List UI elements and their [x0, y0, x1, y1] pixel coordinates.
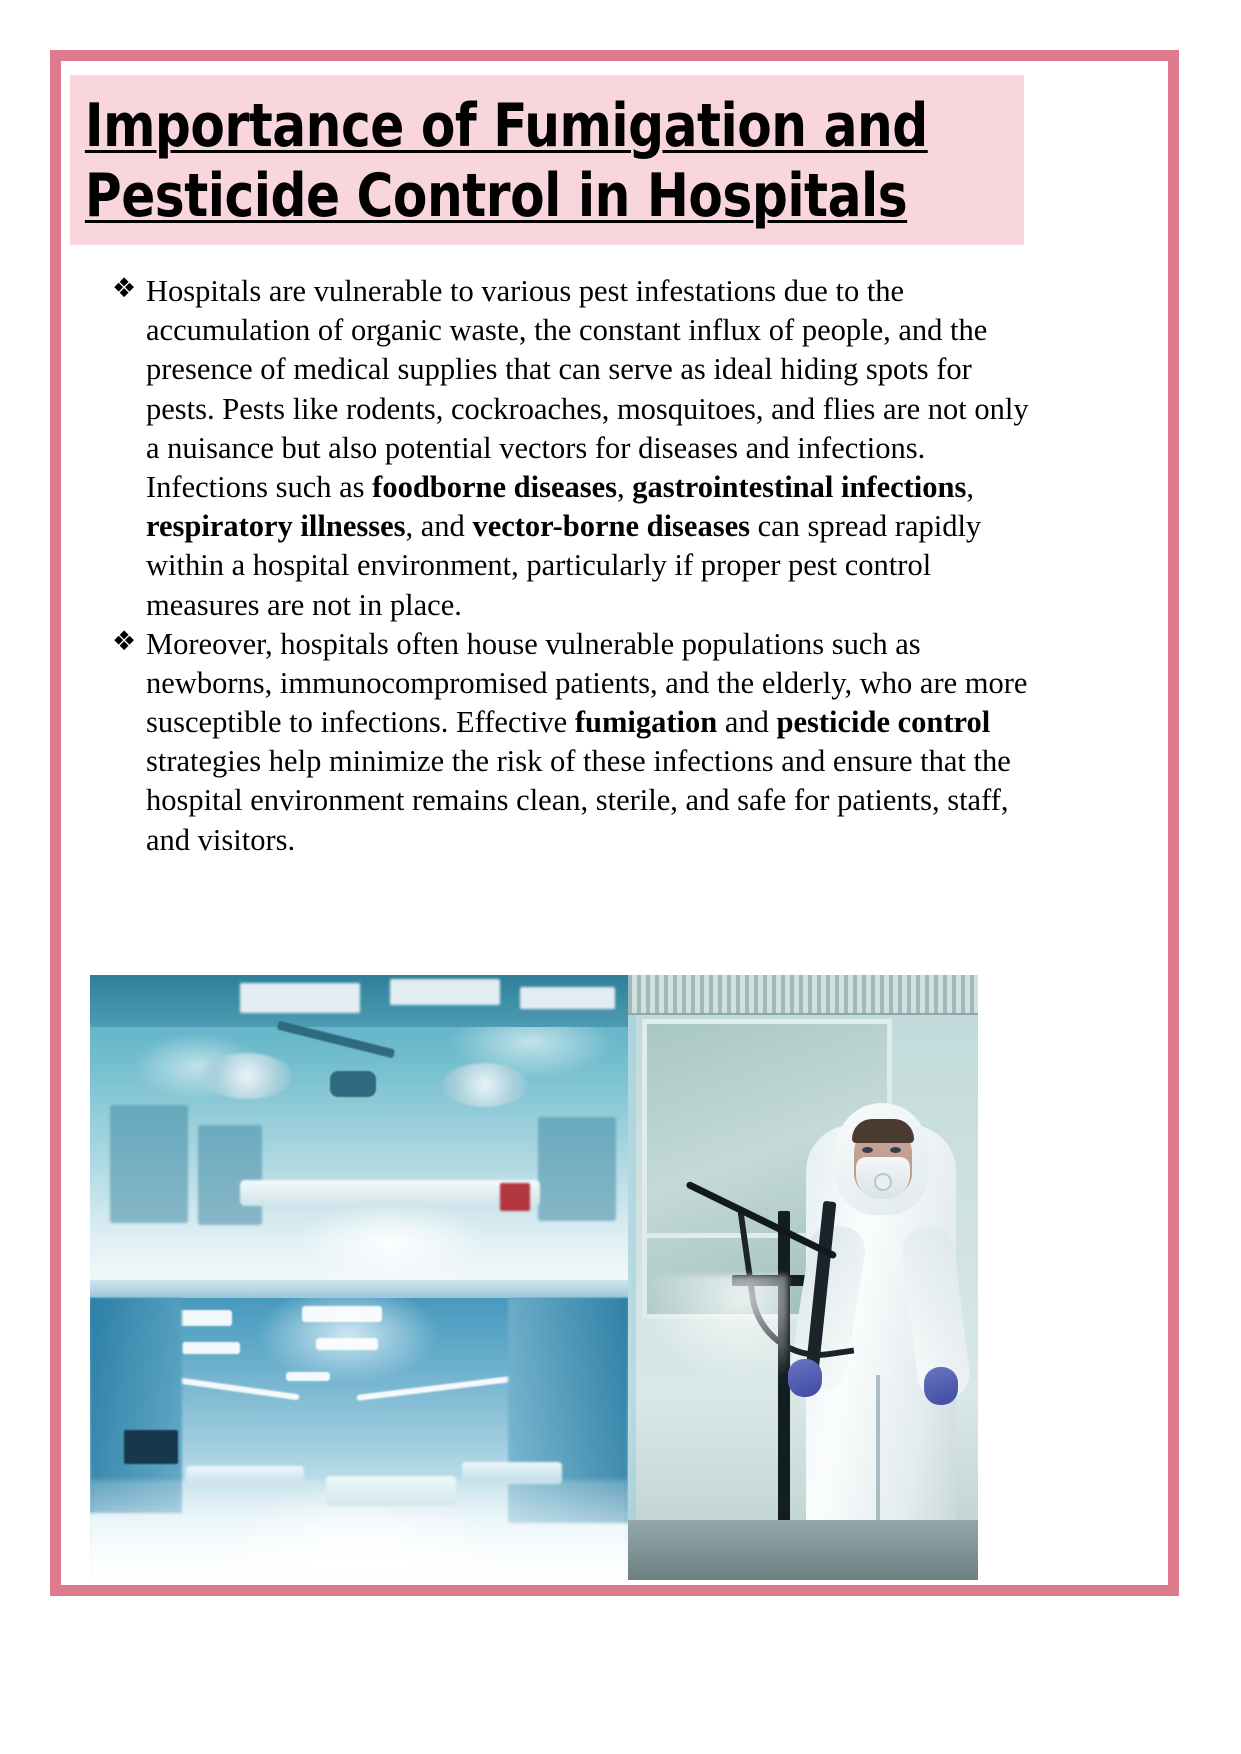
icu-monitor [124, 1430, 178, 1464]
page-title-text-1: Importance of Fumigation and [84, 91, 928, 161]
operating-room-photo [90, 975, 628, 1280]
or-equipment-cart [110, 1105, 188, 1223]
diamond-bullet-icon: ❖ [112, 273, 137, 304]
bullet-2-text: Moreover, hospitals often house vulnerable populations such as newborns, immunocompromised patients, and the elderly, who are more susceptible to infections. Effective fumigation and pesticide control strategies help minimize the risk of these infections and ensure that the hospital environment remains clean, sterile, and safe for patients, staff, and visitors. [146, 626, 1028, 857]
diamond-bullet-icon: ❖ [112, 625, 137, 657]
worker-eye [890, 1147, 901, 1153]
or-sharps-container [500, 1183, 530, 1211]
icu-ceiling-light [316, 1338, 378, 1350]
worker-eye [862, 1147, 873, 1153]
or-light-panel [390, 979, 500, 1005]
body-content [112, 272, 1042, 860]
ceiling-vent [628, 975, 978, 1015]
or-equipment-cart [538, 1117, 616, 1221]
icu-ceiling [90, 1280, 628, 1298]
list-item [112, 272, 1042, 625]
bullet-1-text: Hospitals are vulnerable to various pest infestations due to the accumulation of organic waste, the constant influx of people, and the presence of medical supplies that can serve as ideal hiding spots for pests. Pests like rodents, cockroaches, mosquitoes, and flies are not only a nuisance but also potential vectors for diseases and infections. Infections such as foodborne diseases, gastrointestinal infections, respiratory illnesses, and vector-borne diseases can spread rapidly within a hospital environment, particularly if proper pest control measures are not in place. [146, 274, 1029, 622]
icu-floor [90, 1480, 628, 1580]
page-title-line-2 [70, 161, 957, 231]
or-equipment-arm [330, 1071, 376, 1097]
icu-ceiling-light [302, 1306, 382, 1322]
icu-ceiling-light [182, 1342, 240, 1354]
ppe-worker-photo [628, 975, 978, 1580]
or-light-panel [240, 983, 360, 1013]
disinfectant-mist [638, 1275, 788, 1385]
or-operating-table [240, 1180, 540, 1206]
or-surgical-lamp [202, 1053, 292, 1099]
icu-corridor-photo [90, 1280, 628, 1580]
or-surgical-lamp [442, 1063, 528, 1107]
page-title-text-2: Pesticide Control in Hospitals [84, 161, 908, 232]
page-title [70, 75, 1024, 245]
list-item [112, 625, 1042, 860]
or-light-panel [520, 987, 615, 1009]
or-equipment-cart [198, 1125, 262, 1225]
icu-ceiling-light [286, 1372, 330, 1381]
hospital-fumigation-collage-image [90, 975, 978, 1580]
worker-glove [788, 1359, 822, 1397]
worker-glove [924, 1367, 958, 1405]
worker-hair [852, 1119, 914, 1143]
respirator-valve [874, 1173, 892, 1191]
panel-blend-edge [628, 975, 636, 1580]
ppe-floor [628, 1520, 978, 1580]
page-title-line-1 [70, 91, 957, 161]
